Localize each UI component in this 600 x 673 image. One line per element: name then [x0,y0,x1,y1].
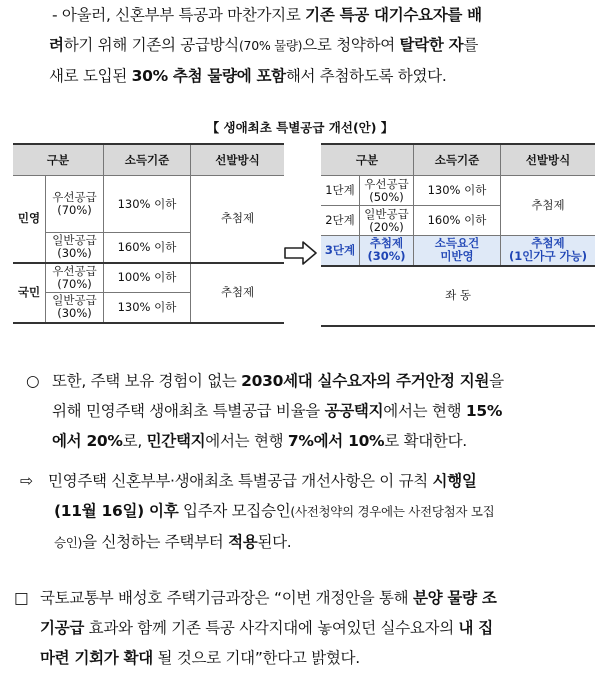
header-income: 소득기준 [104,144,191,176]
quote-paragraph [40,583,596,673]
income-criteria: 130% 이하 [104,176,191,233]
table-caption: 【 생애최초 특별공급 개선(안) 】 [206,120,394,135]
intro-line-2: 려하기 위해 기존의 공급방식(70% 물량)으로 청약하여 탈락한 자를 [49,36,479,54]
income-criteria: 100% 이하 [104,263,191,293]
para3-line-2: (11월 16일) 이후 입주자 모집승인(사전청약의 경우에는 사전당첨자 모집 [54,502,495,520]
header-category: 구분 [13,144,104,176]
para3-line-1: 민영주택 신혼부부·생애최초 특별공급 개선사항은 이 규칙 시행일 [48,472,477,490]
intro-line-1: - 아울러, 신혼부부 특공과 마찬가지로 기존 특공 대기수요자를 배 [52,6,482,24]
supply-type: 추첨제 (30%) [360,236,414,266]
income-criteria: 160% 이하 [104,233,191,263]
current-scheme-table [13,143,284,324]
supply-type: 일반공급 (20%) [360,206,414,236]
square-bullet: □ [14,589,29,607]
para4-line-1: 국토교통부 배성호 주택기금과장은 “이번 개정안을 통해 분양 물량 조 [40,589,497,607]
para4-line-2: 기공급 효과와 함께 기존 특공 사각지대에 놓여있던 실수요자의 내 집 [40,619,493,637]
table-row [321,176,595,206]
header-method: 선발방식 [501,144,596,176]
supply-type: 일반공급 (30%) [46,293,104,323]
circle-bullet: ○ [26,372,40,390]
para2-line-2: 위해 민영주택 생애최초 특별공급 비율을 공공택지에서는 현행 15% [52,402,503,420]
stage-label: 2단계 [321,206,360,236]
intro-paragraph [49,0,592,91]
public-note: 좌 동 [321,266,595,326]
supply-type: 우선공급 (70%) [46,176,104,233]
improved-scheme-table [321,143,595,327]
header-income: 소득기준 [414,144,501,176]
income-criteria: 160% 이하 [414,206,501,236]
supply-type: 우선공급 (70%) [46,263,104,293]
private-label: 민영 [13,176,46,263]
public-label: 국민 [13,263,46,323]
income-criteria: 소득요건 미반영 [414,236,501,266]
table-row-highlighted [321,236,595,266]
table-row [13,176,284,233]
income-criteria: 130% 이하 [104,293,191,323]
supply-type: 일반공급 (30%) [46,233,104,263]
para4-line-3: 마련 기회가 확대 될 것으로 기대”한다고 밝혔다. [40,649,360,667]
table-row [13,263,284,293]
header-category: 구분 [321,144,414,176]
stage-label: 3단계 [321,236,360,266]
expansion-paragraph [52,366,597,456]
stage-label: 1단계 [321,176,360,206]
income-criteria: 130% 이하 [414,176,501,206]
table-row [321,266,595,326]
table-header-row [13,144,284,176]
arrow-bullet-icon: ⇨ [20,472,33,490]
enforcement-paragraph [48,466,598,558]
para3-line-3: 승인)을 신청하는 주택부터 적용된다. [54,533,292,551]
header-method: 선발방식 [191,144,285,176]
selection-method: 추첨제 [191,176,285,263]
para2-line-3: 에서 20%로, 민간택지에서는 현행 7%에서 10%로 확대한다. [52,432,467,450]
supply-type: 우선공급 (50%) [360,176,414,206]
selection-method: 추첨제 (1인가구 가능) [501,236,596,266]
table-header-row [321,144,595,176]
arrow-right-icon [284,240,318,266]
selection-method: 추첨제 [191,263,285,323]
selection-method: 추첨제 [501,176,596,236]
intro-line-3: 새로 도입된 30% 추첨 물량에 포함해서 추첨하도록 하였다. [49,67,447,85]
para2-line-1: 또한, 주택 보유 경험이 없는 2030세대 실수요자의 주거안정 지원을 [52,372,504,390]
